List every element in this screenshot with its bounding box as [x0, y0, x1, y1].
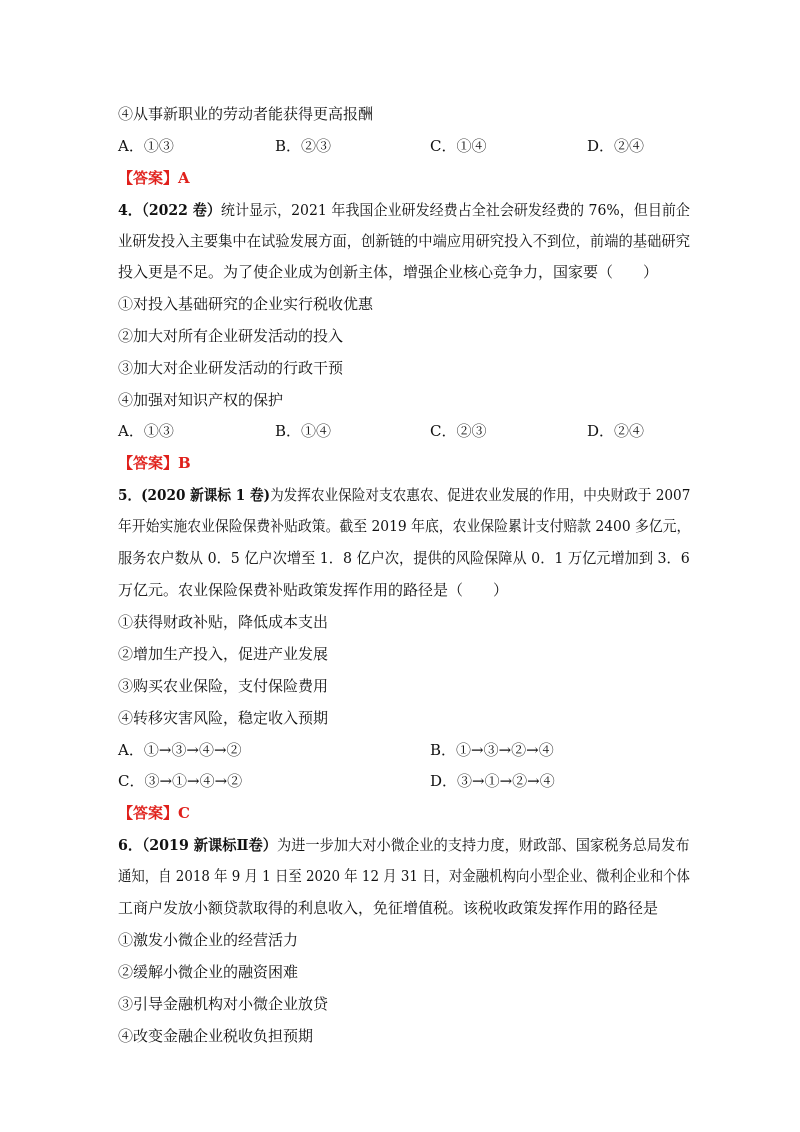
q6-item-4: ④改变金融企业税收负担预期: [118, 1027, 314, 1045]
q6-label: 6．（2019 新课标Ⅱ卷）: [118, 836, 277, 854]
q5-item-3: ③购买农业保险，支付保险费用: [118, 677, 329, 695]
q5-option-b: B．①→③→②→④: [430, 741, 554, 759]
q5-option-a: A．①→③→④→②: [118, 741, 242, 759]
q5-answer: 【答案】C: [118, 804, 190, 822]
q5-item-1: ①获得财政补贴，降低成本支出: [118, 613, 329, 631]
q4-option-b: B．①④: [275, 422, 332, 440]
q4-item-4: ④加强对知识产权的保护: [118, 391, 284, 409]
q5-label: 5．(2020 新课标 1 卷): [118, 486, 271, 504]
q6-stem-line-1: 6．（2019 新课标Ⅱ卷）为进一步加大对小微企业的支持力度，财政部、国家税务总局发布: [118, 836, 690, 854]
q3-option-c: C．①④: [430, 137, 487, 155]
q3-answer: 【答案】A: [118, 169, 190, 187]
q6-item-2: ②缓解小微企业的融资困难: [118, 963, 299, 981]
q5-stem-line-3: 服务农户数从 0．5 亿户次增至 1．8 亿户次，提供的风险保障从 0．1 万亿元增加到 3．6: [118, 549, 690, 567]
q4-item-3: ③加大对企业研发活动的行政干预: [118, 359, 344, 377]
q5-option-d: D．③→①→②→④: [430, 772, 555, 790]
q4-item-2: ②加大对所有企业研发活动的投入: [118, 327, 344, 345]
q5-item-4: ④转移灾害风险，稳定收入预期: [118, 709, 329, 727]
q4-stem-line-1: 4．（2022 卷）统计显示，2021 年我国企业研发经费占全社会研发经费的 76%，但目前企: [118, 201, 690, 219]
q6-item-1: ①激发小微企业的经营活力: [118, 931, 299, 949]
q3-option-a: A．①③: [118, 137, 174, 155]
q3-option-d: D．②④: [587, 137, 645, 155]
q5-stem-line-2: 年开始实施农业保险保费补贴政策。截至 2019 年底，农业保险累计支付赔款 2400 多亿元，: [118, 517, 691, 535]
q6-stem-line-2: 通知，自 2018 年 9 月 1 日至 2020 年 12 月 31 日，对金融机构向小型企业、微利企业和个体: [118, 867, 690, 885]
q5-stem-line-4: 万亿元。农业保险保费补贴政策发挥作用的路径是（ ）: [118, 581, 509, 599]
q3-item-4: ④从事新职业的劳动者能获得更高报酬: [118, 105, 374, 123]
q4-label: 4．（2022 卷）: [118, 201, 221, 219]
q4-item-1: ①对投入基础研究的企业实行税收优惠: [118, 295, 374, 313]
q6-item-3: ③引导金融机构对小微企业放贷: [118, 995, 329, 1013]
q4-stem-line-3: 投入更是不足。为了使企业成为创新主体，增强企业核心竞争力，国家要（ ）: [118, 263, 659, 281]
q4-stem-line-2: 业研发投入主要集中在试验发展方面，创新链的中端应用研究投入不到位，前端的基础研究: [118, 232, 691, 250]
q4-option-d: D．②④: [587, 422, 645, 440]
q4-answer: 【答案】B: [118, 454, 191, 472]
q3-option-b: B．②③: [275, 137, 332, 155]
q6-stem-line-3: 工商户发放小额贷款取得的利息收入，免征增值税。该税收政策发挥作用的路径是: [118, 899, 659, 917]
q4-option-a: A．①③: [118, 422, 174, 440]
q5-option-c: C．③→①→④→②: [118, 772, 243, 790]
q5-item-2: ②增加生产投入，促进产业发展: [118, 645, 329, 663]
q5-stem-line-1: 5．(2020 新课标 1 卷)为发挥农业保险对支农惠农、促进农业发展的作用，中央财政于 2007: [118, 486, 691, 504]
q4-option-c: C．②③: [430, 422, 487, 440]
